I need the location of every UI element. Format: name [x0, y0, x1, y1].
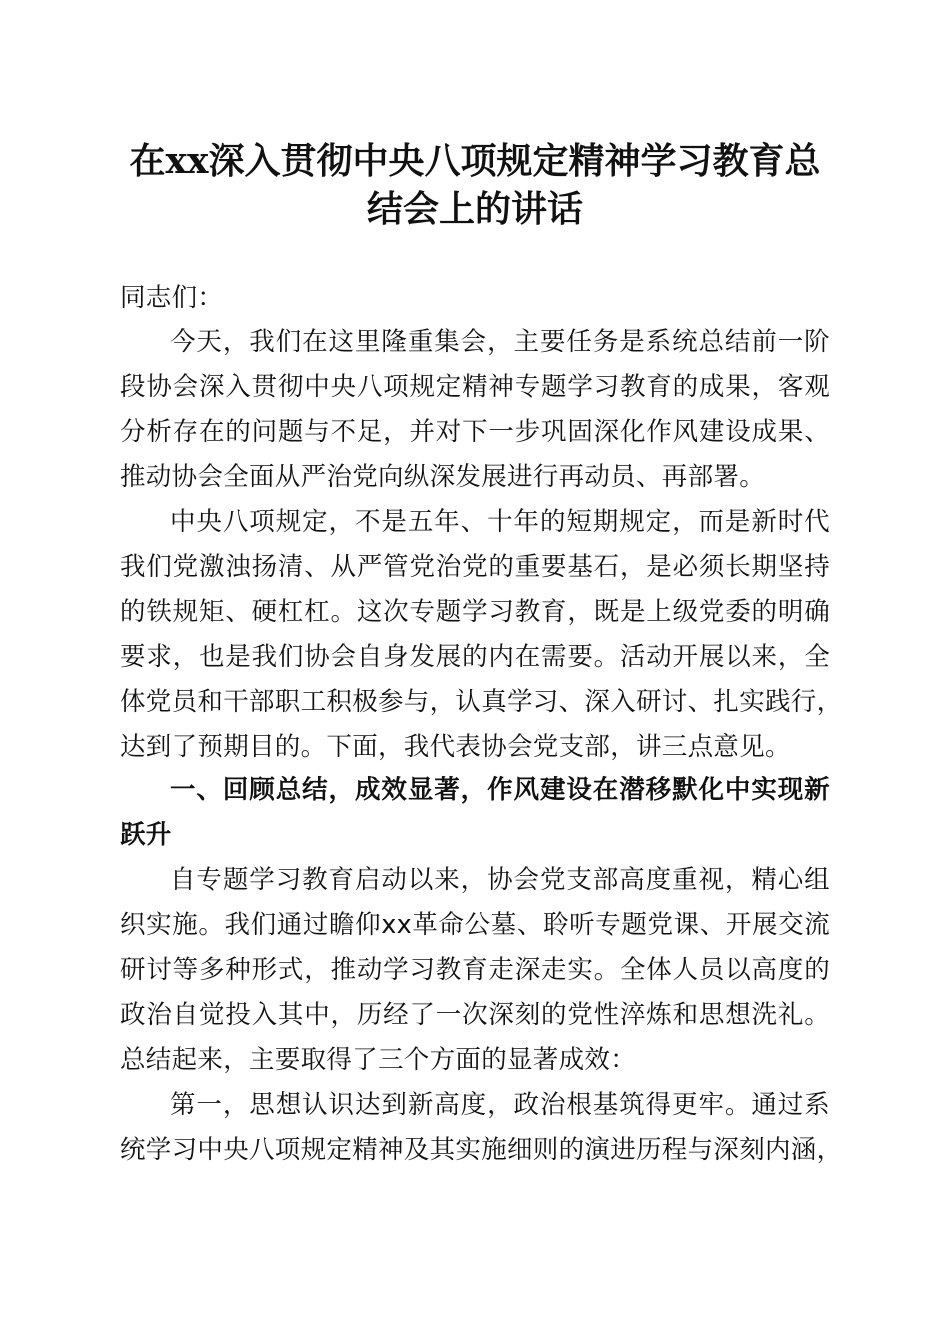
section-heading: 一、回顾总结，成效显著，作风建设在潜移默化中实现新 [170, 775, 830, 805]
section-heading: 跃升 [120, 820, 172, 850]
document-title [100, 137, 850, 233]
paragraph-line: 要求，也是我们协会自身发展的内在需要。活动开展以来，全 [120, 642, 830, 672]
paragraph-line: 总结起来，主要取得了三个方面的显著成效： [120, 1045, 637, 1075]
paragraph-line: 中央八项规定，不是五年、十年的短期规定，而是新时代 [170, 507, 830, 537]
title-line-1: 在xx深入贯彻中央八项规定精神学习教育总 [129, 140, 821, 182]
paragraph-line: 分析存在的问题与不足，并对下一步巩固深化作风建设成果、 [120, 417, 830, 447]
paragraph-line: 第一，思想认识达到新高度，政治根基筑得更牢。通过系 [170, 1090, 830, 1120]
paragraph-line: 统学习中央八项规定精神及其实施细则的演进历程与深刻内涵， [120, 1135, 843, 1165]
paragraph-line: 织实施。我们通过瞻仰xx革命公墓、聆听专题党课、开展交流 [120, 910, 830, 940]
paragraph-line: 体党员和干部职工积极参与，认真学习、深入研讨、扎实践行， [120, 687, 843, 717]
paragraph-line: 我们党激浊扬清、从严管党治党的重要基石，是必须长期坚持 [120, 552, 830, 582]
salutation: 同志们： [120, 283, 224, 313]
paragraph-line: 的铁规矩、硬杠杠。这次专题学习教育，既是上级党委的明确 [120, 597, 830, 627]
paragraph-line: 推动协会全面从严治党向纵深发展进行再动员、再部署。 [120, 462, 766, 492]
paragraph-line: 自专题学习教育启动以来，协会党支部高度重视，精心组 [170, 865, 830, 895]
paragraph-line: 今天，我们在这里隆重集会，主要任务是系统总结前一阶 [170, 327, 830, 357]
paragraph-line: 段协会深入贯彻中央八项规定精神专题学习教育的成果，客观 [120, 372, 830, 402]
paragraph-line: 达到了预期目的。下面，我代表协会党支部，讲三点意见。 [120, 732, 791, 762]
paragraph-line: 研讨等多种形式，推动学习教育走深走实。全体人员以高度的 [120, 955, 830, 985]
paragraph-line: 政治自觉投入其中，历经了一次深刻的党性淬炼和思想洗礼。 [120, 1000, 830, 1030]
title-line-2: 结会上的讲话 [366, 188, 583, 230]
